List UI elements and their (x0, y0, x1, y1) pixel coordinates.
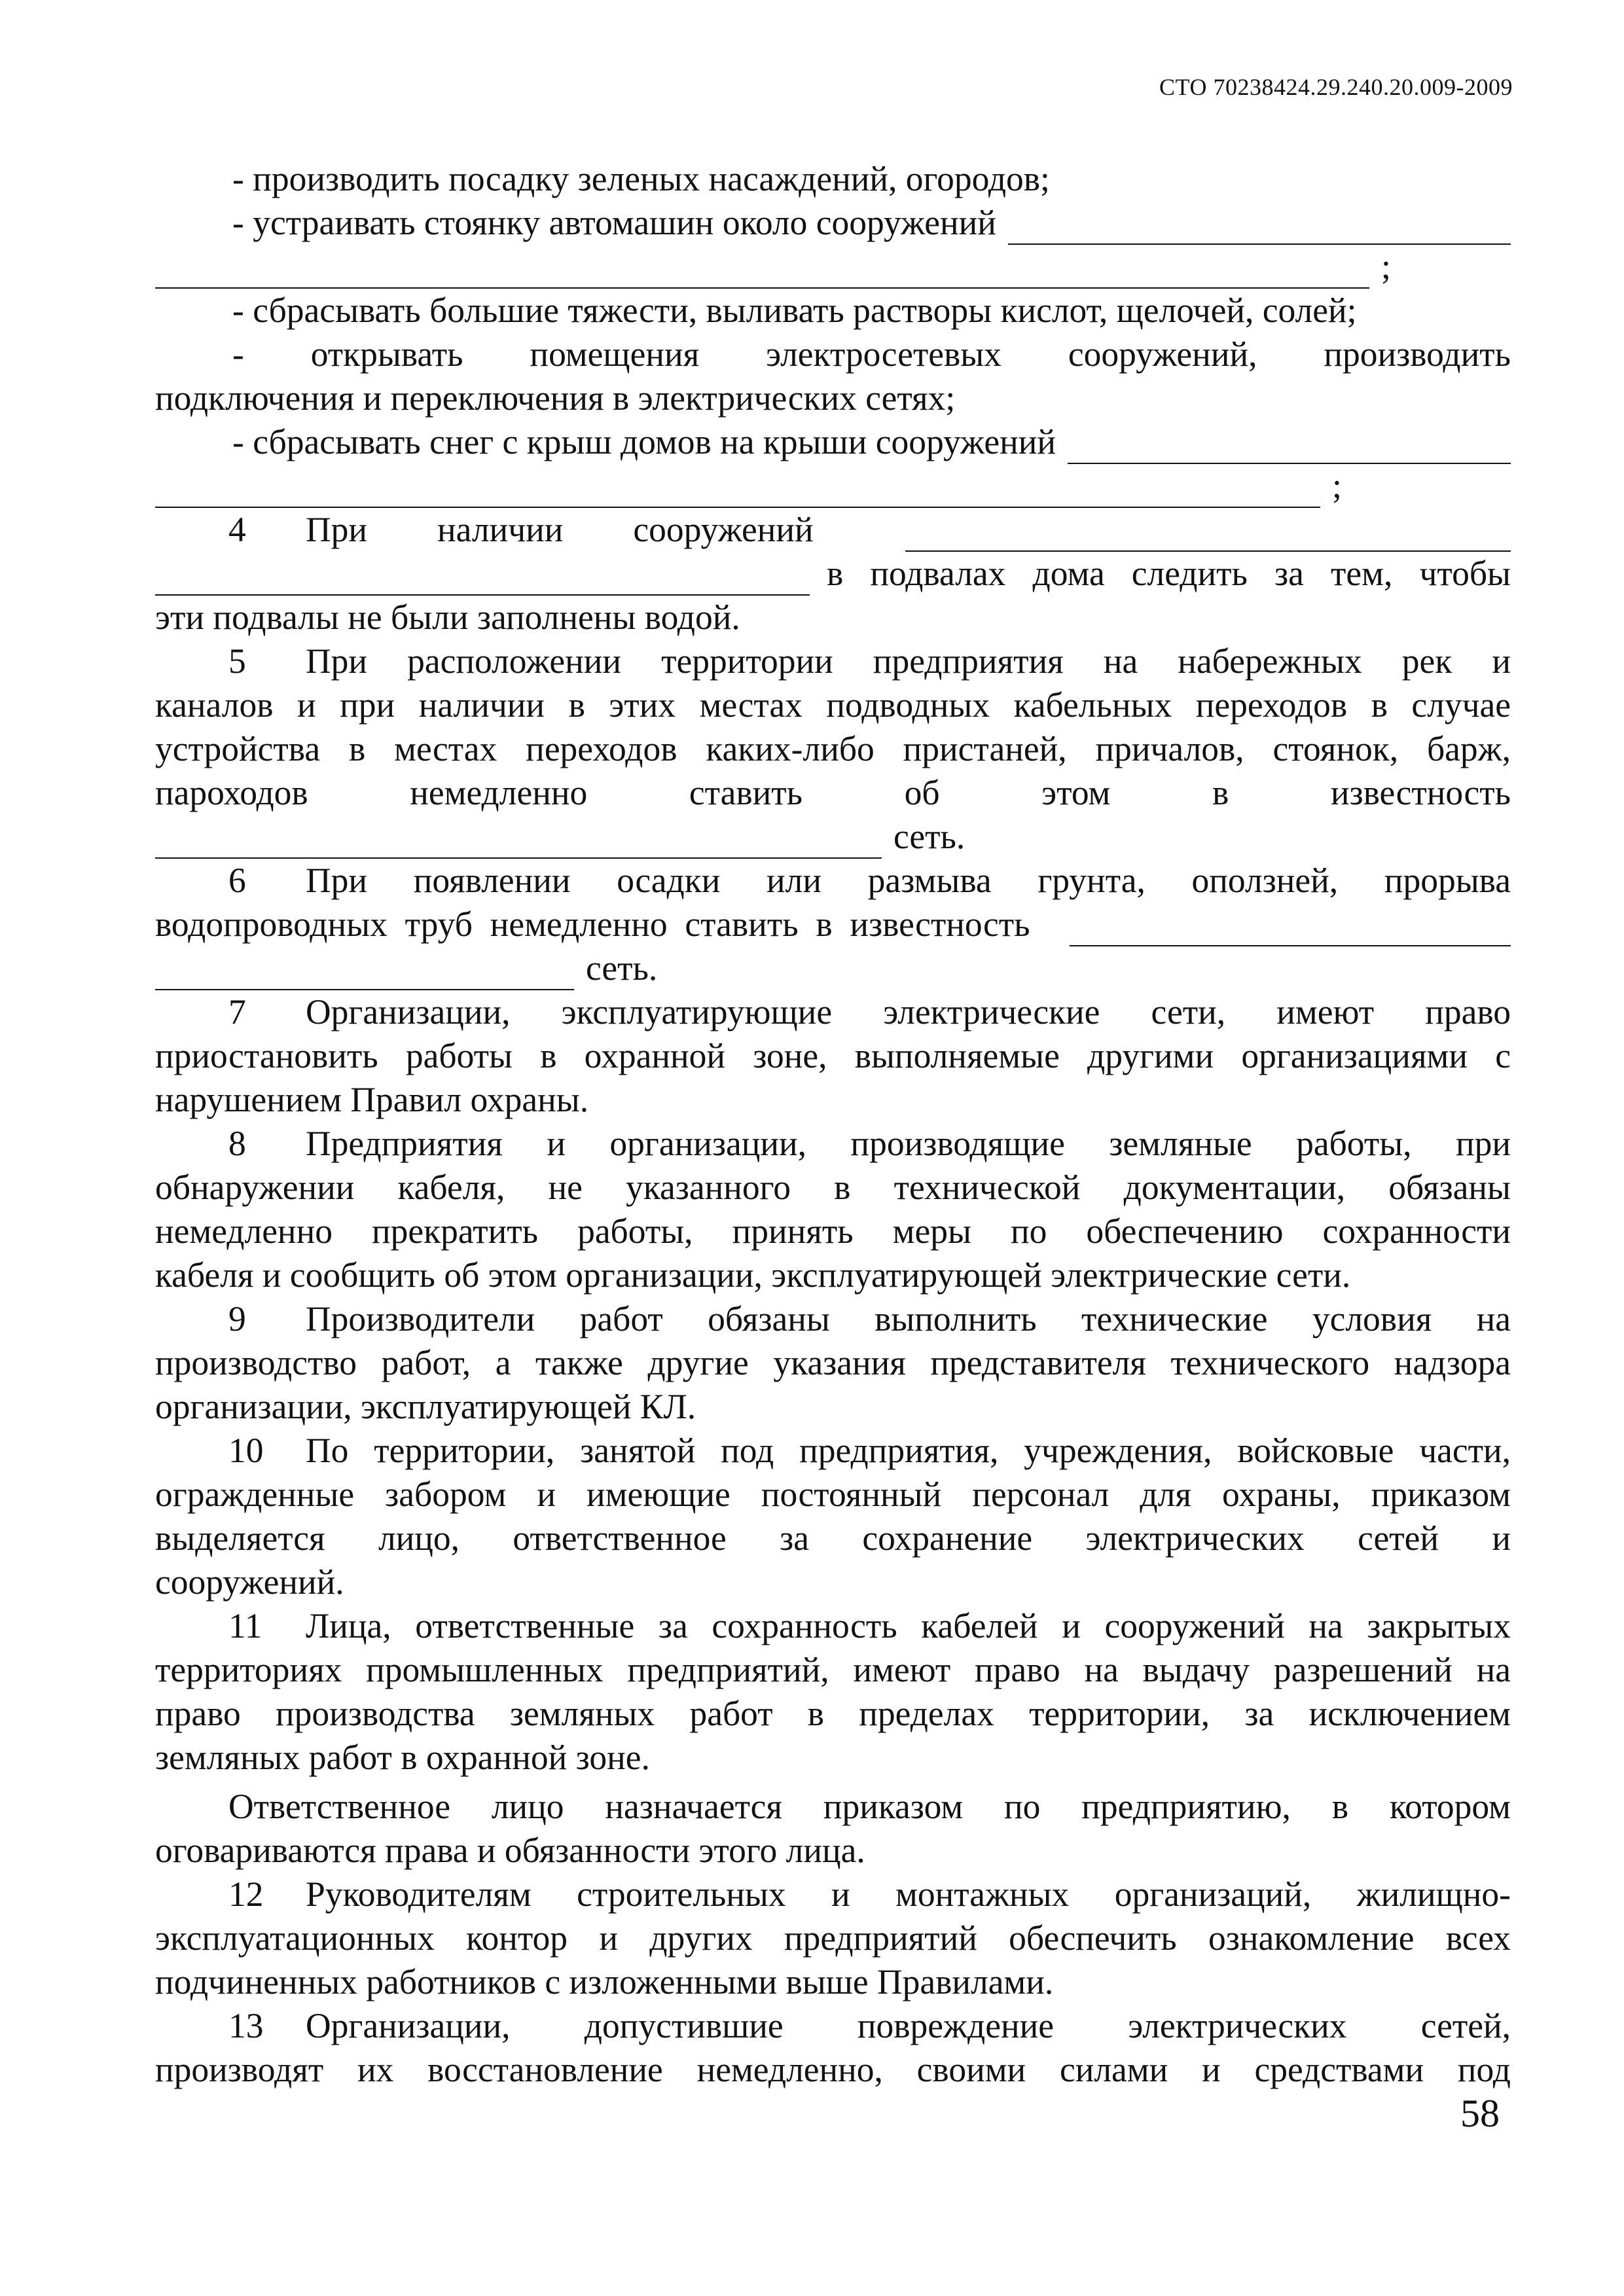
text-line (155, 1297, 1511, 1341)
text-line (155, 245, 1511, 289)
text-line (155, 815, 1511, 859)
item-number: 9 (228, 1299, 246, 1338)
paragraph-text: каналов и при наличии в этих местах подводных кабельных переходов в случае (155, 685, 1511, 725)
paragraph-text: подчиненных работников с изложенными выше Правилами. (155, 1962, 1054, 2001)
text-line (155, 332, 1511, 376)
paragraph-text: Ответственное лицо назначается приказом по предприятию, в котором (228, 1787, 1511, 1826)
text-line (155, 1560, 1511, 1604)
text-line (155, 771, 1511, 815)
text-line (155, 1078, 1511, 1122)
bullet-text: - производить посадку зеленых насаждений, огородов; (232, 159, 1050, 198)
paragraph-text: Лица, ответственные за сохранность кабелей и сооружений на закрытых (306, 1606, 1511, 1645)
text-line (155, 1253, 1511, 1297)
text-line (155, 1516, 1511, 1560)
paragraph-text: Руководителям строительных и монтажных организаций, жилищно- (306, 1874, 1511, 1914)
blank-field (155, 253, 1369, 289)
paragraph-text: территориях промышленных предприятий, имеют право на выдачу разрешений на (155, 1650, 1511, 1689)
blank-field (155, 823, 882, 859)
paragraph-text: право производства земляных работ в пределах территории, за исключением (155, 1694, 1511, 1733)
item-number: 8 (228, 1124, 246, 1163)
text-line (155, 376, 1511, 420)
paragraph-text: обнаружении кабеля, не указанного в технической документации, обязаны (155, 1168, 1511, 1207)
item-number: 12 (228, 1874, 264, 1914)
paragraph-text: сеть. (893, 817, 965, 856)
text-line (155, 1034, 1511, 1078)
blank-field (155, 560, 810, 596)
paragraph-text: пароходов немедленно ставить об этом в известность (155, 773, 1511, 812)
paragraph-text: организации, эксплуатирующей КЛ. (155, 1387, 696, 1426)
blank-field (1008, 211, 1511, 245)
paragraph-text: сооружений. (155, 1562, 344, 1602)
blank-field (155, 473, 1320, 508)
paragraph-text: выделяется лицо, ответственное за сохранение электрических сетей и (155, 1518, 1511, 1558)
paragraph-text: нарушением Правил охраны. (155, 1080, 589, 1119)
text-line (155, 727, 1511, 771)
paragraph-text: эти подвалы не были заполнены водой. (155, 598, 740, 637)
text-line (155, 201, 1511, 245)
text-line (155, 1122, 1511, 1166)
text-line (155, 1429, 1511, 1473)
paragraph-text: водопроводных труб немедленно ставить в известность (155, 905, 1030, 944)
paragraph-text: производство работ, а также другие указания представителя технического надзора (155, 1343, 1511, 1382)
item-number: 4 (228, 510, 246, 549)
text-line (155, 289, 1511, 332)
blank-field (1070, 912, 1511, 946)
text-line (155, 552, 1511, 596)
paragraph-text: Организации, допустившие повреждение электрических сетей, (306, 2006, 1511, 2045)
text-line (155, 1960, 1511, 2004)
text-line (155, 946, 1511, 990)
text-line (155, 1385, 1511, 1429)
page-number: 58 (1460, 2092, 1500, 2135)
text-line (155, 683, 1511, 727)
text-line (155, 1341, 1511, 1385)
text-line (155, 508, 1511, 552)
text-line (155, 990, 1511, 1034)
text-line (155, 1473, 1511, 1516)
item-number: 11 (228, 1606, 262, 1645)
text-line (155, 859, 1511, 903)
text-line (155, 1648, 1511, 1692)
text-line (155, 157, 1511, 201)
paragraph-text: По территории, занятой под предприятия, учреждения, войсковые части, (306, 1431, 1511, 1470)
paragraph-text: Организации, эксплуатирующие электрические сети, имеют право (306, 992, 1511, 1031)
paragraph-text: При расположении территории предприятия на набережных рек и (306, 641, 1511, 681)
text-line (155, 1916, 1511, 1960)
item-number: 13 (228, 2006, 264, 2045)
item-number: 10 (228, 1431, 264, 1470)
paragraph-text: огражденные забором и имеющие постоянный персонал для охраны, приказом (155, 1475, 1511, 1514)
text-line (155, 420, 1511, 464)
bullet-text: - устраивать стоянку автомашин около сооружений (232, 203, 996, 242)
paragraph-text: приостановить работы в охранной зоне, выполняемые другими организациями с (155, 1036, 1511, 1075)
text-line (155, 464, 1511, 508)
paragraph-text: кабеля и сообщить об этом организации, эксплуатирующей электрические сети. (155, 1255, 1351, 1295)
text-line (155, 903, 1511, 946)
text-line (155, 1736, 1511, 1780)
bullet-text: - сбрасывать снег с крыш домов на крыши сооружений (232, 422, 1056, 461)
text-line (155, 639, 1511, 683)
paragraph-text: производят их восстановление немедленно, своими силами и средствами под (155, 2050, 1511, 2089)
paragraph-text: эксплуатационных контор и других предприятий обеспечить ознакомление всех (155, 1918, 1511, 1958)
text-line (155, 1604, 1511, 1648)
punctuation: ; (1381, 247, 1391, 286)
punctuation: ; (1332, 466, 1342, 505)
text-line (155, 1873, 1511, 1916)
item-number: 6 (228, 861, 246, 900)
item-number: 5 (228, 641, 246, 681)
text-line (155, 1829, 1511, 1873)
document-code: СТО 70238424.29.240.20.009-2009 (1159, 74, 1513, 100)
text-line (155, 2004, 1511, 2048)
paragraph-text: сеть. (586, 948, 658, 988)
blank-field (905, 518, 1511, 552)
paragraph-text: оговариваются права и обязанности этого лица. (155, 1831, 865, 1870)
paragraph-text: немедленно прекратить работы, принять меры по обеспечению сохранности (155, 1211, 1511, 1251)
paragraph-text: При появлении осадки или размыва грунта, оползней, прорыва (306, 861, 1511, 900)
bullet-text: - открывать помещения электросетевых сооружений, производить (232, 334, 1511, 374)
text-line (155, 1692, 1511, 1736)
text-line (155, 1166, 1511, 1210)
paragraph-text: устройства в местах переходов каких-либо пристаней, причалов, стоянок, барж, (155, 729, 1511, 768)
text-line (155, 2048, 1511, 2092)
paragraph-text: Производители работ обязаны выполнить технические условия на (306, 1299, 1511, 1338)
paragraph-text: подключения и переключения в электрических сетях; (155, 378, 956, 418)
text-line (155, 596, 1511, 639)
document-body (155, 157, 1511, 2092)
blank-field (155, 955, 574, 990)
blank-field (1068, 430, 1511, 464)
paragraph-text: При наличии сооружений (306, 510, 814, 549)
paragraph-text: земляных работ в охранной зоне. (155, 1738, 650, 1777)
item-number: 7 (228, 992, 246, 1031)
paragraph-text: в подвалах дома следить за тем, чтобы (827, 554, 1511, 593)
text-line (155, 1785, 1511, 1829)
paragraph-text: Предприятия и организации, производящие земляные работы, при (306, 1124, 1511, 1163)
text-line (155, 1210, 1511, 1253)
bullet-text: - сбрасывать большие тяжести, выливать растворы кислот, щелочей, солей; (232, 291, 1357, 330)
